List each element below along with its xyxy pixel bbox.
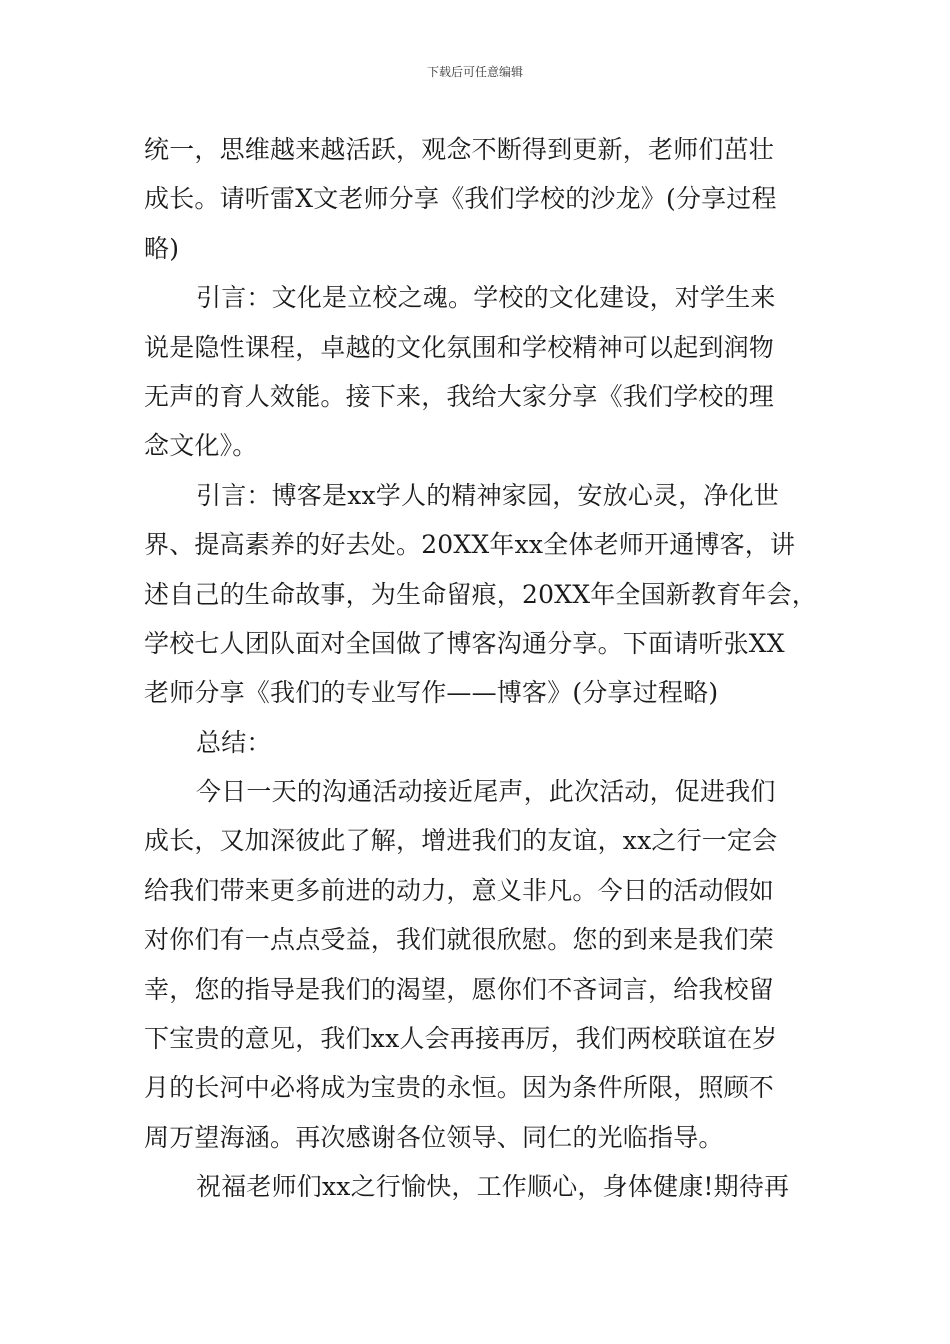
paragraph-blessing: [144, 1162, 824, 1211]
text-line: 给我们带来更多前进的动力，意义非凡。今日的活动假如: [144, 875, 775, 905]
paragraph-culture-intro: [144, 273, 824, 471]
paragraph-blog-intro: [144, 471, 824, 718]
text-line: 述自己的生命故事，为生命留痕，20XX年全国新教育年会，: [144, 579, 818, 609]
text-line: 今日一天的沟通活动接近尾声，此次活动，促进我们: [196, 777, 776, 807]
paragraph-summary: [144, 767, 824, 1162]
text-line: 周万望海涵。再次感谢各位领导、同仁的光临指导。: [144, 1122, 724, 1152]
text-line: 无声的育人效能。接下来，我给大家分享《我们学校的理: [144, 381, 775, 411]
text-line: 月的长河中必将成为宝贵的永恒。因为条件所限，照顾不: [144, 1073, 775, 1103]
paragraph-summary-heading: [144, 718, 824, 767]
text-line: 祝福老师们xx之行愉快，工作顺心，身体健康!期待再: [196, 1172, 790, 1202]
document-body: [144, 125, 824, 1212]
text-line: 统一，思维越来越活跃，观念不断得到更新，老师们茁壮: [144, 135, 775, 164]
text-line: 对你们有一点点受益，我们就很欣慰。您的到来是我们荣: [144, 925, 775, 955]
text-line: 幸，您的指导是我们的渴望，愿你们不吝词言，给我校留: [144, 974, 775, 1004]
text-line: 说是隐性课程，卓越的文化氛围和学校精神可以起到润物: [144, 332, 775, 362]
text-line: 引言：博客是xx学人的精神家园，安放心灵，净化世: [196, 480, 780, 510]
text-line: 老师分享《我们的专业写作——博客》(分享过程略): [144, 678, 719, 708]
text-line: 引言：文化是立校之魂。学校的文化建设，对学生来: [196, 283, 776, 313]
text-line: 成长。请听雷X文老师分享《我们学校的沙龙》(分享过程: [144, 184, 777, 214]
text-line: 下宝贵的意见，我们xx人会再接再厉，我们两校联谊在岁: [144, 1024, 778, 1054]
text-line: 界、提高素养的好去处。20XX年xx全体老师开通博客，讲: [144, 530, 796, 560]
text-line: 略): [144, 233, 180, 263]
text-line: 学校七人团队面对全国做了博客沟通分享。下面请听张XX: [144, 628, 785, 658]
text-line: 念文化》。: [144, 431, 258, 461]
page-header: 下载后可任意编辑: [426, 65, 523, 79]
text-line: 成长，又加深彼此了解，增进我们的友谊，xx之行一定会: [144, 826, 778, 856]
text-line: 总结：: [196, 727, 272, 757]
paragraph-continuation: [144, 125, 824, 273]
